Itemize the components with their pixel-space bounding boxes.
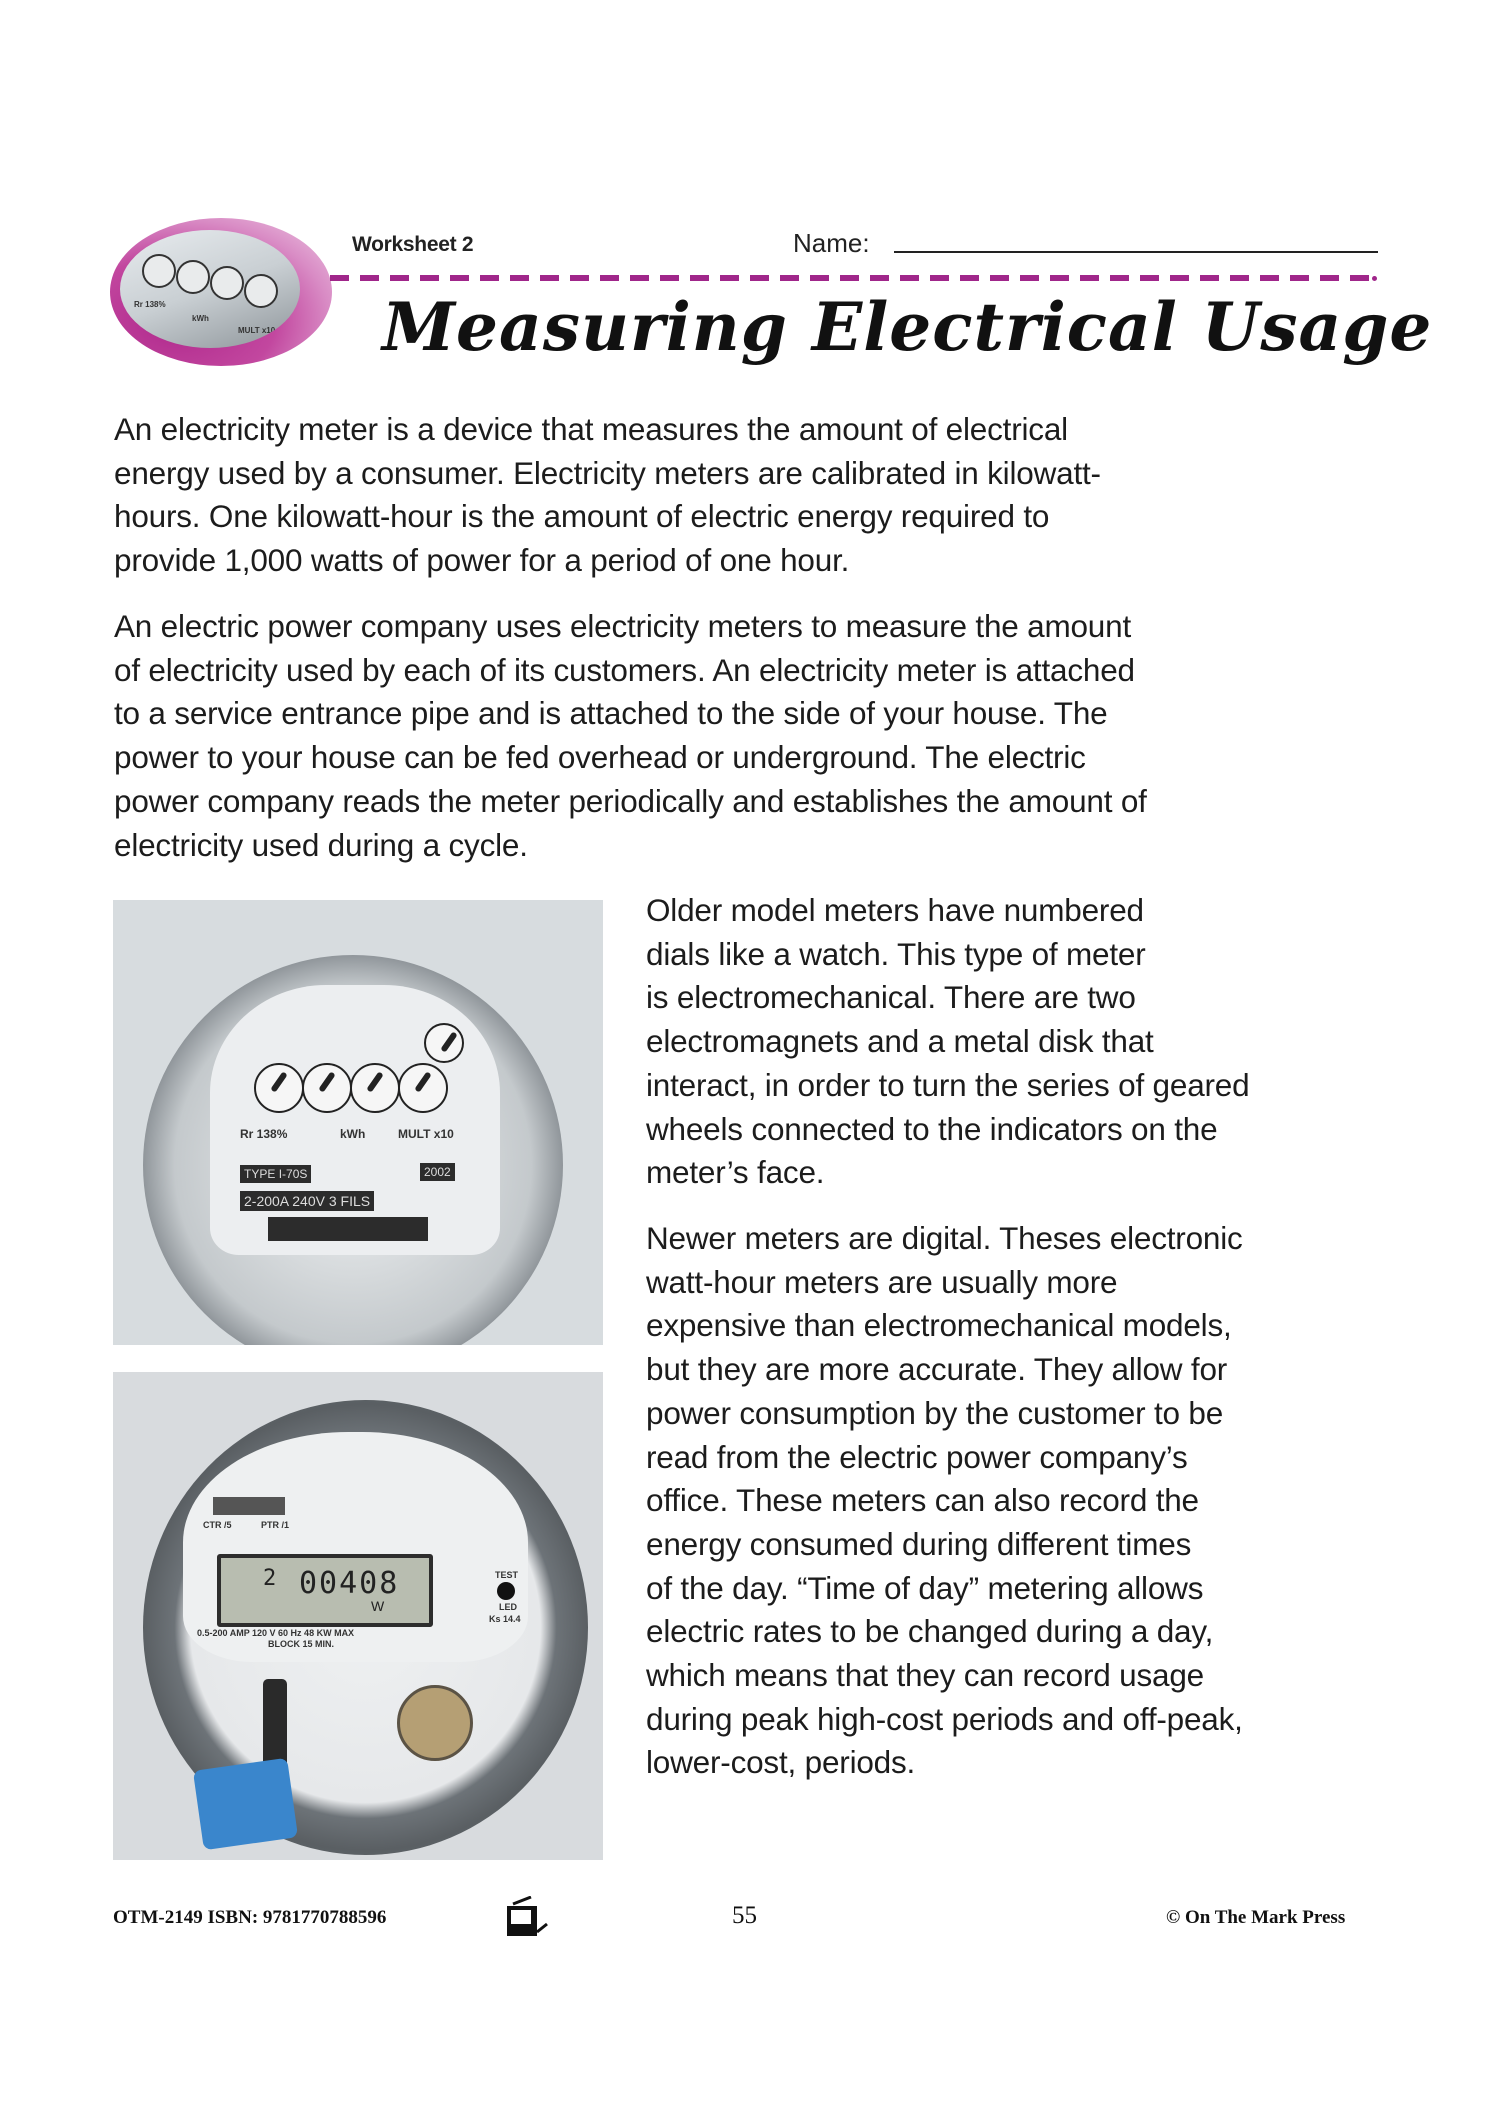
text-line: provide 1,000 watts of power for a period of one hour. [114, 542, 850, 579]
text-line: of the day. “Time of day” metering allows [646, 1569, 1204, 1606]
page-title: Measuring Electrical Usage [382, 288, 1433, 366]
text-line: wheels connected to the indicators on the [646, 1110, 1218, 1147]
photocopier-icon [507, 1896, 557, 1936]
text-line: office. These meters can also record the [646, 1482, 1199, 1519]
text-line: electricity used during a cycle. [114, 826, 528, 863]
meter-label: kWh [340, 1127, 366, 1141]
badge-label: kWh [192, 314, 209, 323]
test-led-icon [497, 1582, 515, 1600]
paragraph-older-meters [646, 889, 1386, 1195]
text-line: watt-hour meters are usually more [646, 1263, 1118, 1300]
text-line: power consumption by the customer to be [646, 1394, 1224, 1431]
optical-port [397, 1685, 473, 1761]
paragraph-newer-meters [646, 1217, 1396, 1785]
meter-face [210, 985, 500, 1255]
text-line: expensive than electromechanical models, [646, 1307, 1232, 1344]
meter-label: PTR /1 [261, 1520, 290, 1530]
dial-icon [424, 1023, 464, 1063]
text-line: meter’s face. [646, 1154, 825, 1191]
meter-label: LED [499, 1602, 517, 1612]
digital-meter-photo [113, 1372, 603, 1860]
worksheet-label: Worksheet 2 [352, 233, 474, 256]
text-line: energy used by a consumer. Electricity meters are calibrated in kilowatt- [114, 454, 1101, 491]
text-line: lower-cost, periods. [646, 1744, 916, 1781]
meter-label: MULT x10 [398, 1127, 454, 1141]
text-line: read from the electric power company’s [646, 1438, 1188, 1475]
text-line: Newer meters are digital. Theses electronic [646, 1220, 1243, 1256]
header-badge-image [110, 218, 332, 366]
meter-blank-plate [268, 1217, 428, 1241]
badge-label: MULT x10 [238, 326, 276, 335]
dial-icon [350, 1063, 400, 1113]
text-line: hours. One kilowatt-hour is the amount of electric energy required to [114, 498, 1050, 535]
lcd-reading: 00408 [299, 1566, 400, 1601]
footer-isbn: OTM-2149 ISBN: 9781770788596 [113, 1907, 387, 1928]
lcd-display [217, 1554, 433, 1627]
text-line: An electric power company uses electricity meters to measure the amount [114, 608, 1131, 644]
text-line: which means that they can record usage [646, 1657, 1204, 1694]
text-line: of electricity used by each of its customers. An electricity meter is attached [114, 651, 1135, 688]
badge-label: Rr 138% [134, 300, 166, 309]
paragraph-intro [114, 408, 1394, 583]
text-line: dials like a watch. This type of meter [646, 935, 1146, 972]
divider-end-dot [1372, 276, 1377, 281]
meter-type-plate [240, 1165, 311, 1183]
page-number: 55 [732, 1902, 757, 1929]
dial-icon [142, 254, 176, 288]
text-line: power company reads the meter periodically and establishes the amount of [114, 782, 1147, 819]
dial-icon [176, 260, 210, 294]
meter-label: TEST [495, 1570, 519, 1580]
blue-tamper-seal [193, 1758, 298, 1850]
meter-year-plate: 2002 [420, 1163, 455, 1181]
dashed-divider [330, 275, 1378, 281]
meter-rating-plate: 2-200A 240V 3 FILS [240, 1191, 374, 1211]
dial-icon [302, 1063, 352, 1113]
text-line: Older model meters have numbered [646, 892, 1144, 928]
footer-copyright: © On The Mark Press [1166, 1907, 1346, 1928]
lcd-register: 2 [263, 1566, 277, 1591]
text-line: but they are more accurate. They allow for [646, 1351, 1228, 1388]
text-line: energy consumed during different times [646, 1525, 1192, 1562]
name-label: Name: [793, 228, 870, 258]
meter-label: Ks 14.4 [489, 1614, 521, 1624]
dial-icon [398, 1063, 448, 1113]
meter-label: 0.5-200 AMP 120 V 60 Hz 48 KW MAX [197, 1628, 355, 1638]
meter-label: CTR /5 [203, 1520, 232, 1530]
paragraph-power-company [114, 605, 1404, 867]
text-line: power to your house can be fed overhead or underground. The electric [114, 739, 1086, 776]
text-line: An electricity meter is a device that measures the amount of electrical [114, 411, 1068, 447]
name-field[interactable] [894, 251, 1378, 253]
text-line: during peak high-cost periods and off-peak, [646, 1700, 1243, 1737]
meter-label: TYPE [244, 1167, 276, 1181]
meter-dials-thumbnail-icon [120, 230, 300, 348]
dial-icon [210, 266, 244, 300]
text-line: interact, in order to turn the series of geared [646, 1066, 1250, 1103]
meter-label: Rr 138% [240, 1127, 288, 1141]
analog-meter-photo [113, 900, 603, 1345]
meter-label: I-70S [278, 1167, 308, 1181]
text-line: electric rates to be changed during a day, [646, 1613, 1214, 1650]
text-line: to a service entrance pipe and is attached to the side of your house. The [114, 695, 1108, 732]
text-line: is electromechanical. There are two [646, 979, 1136, 1016]
meter-label: BLOCK 15 MIN. [268, 1639, 335, 1649]
text-line: electromagnets and a metal disk that [646, 1023, 1154, 1060]
meter-label-block [213, 1497, 285, 1515]
lcd-unit: W [371, 1598, 385, 1614]
dial-icon [254, 1063, 304, 1113]
dial-icon [244, 274, 278, 308]
